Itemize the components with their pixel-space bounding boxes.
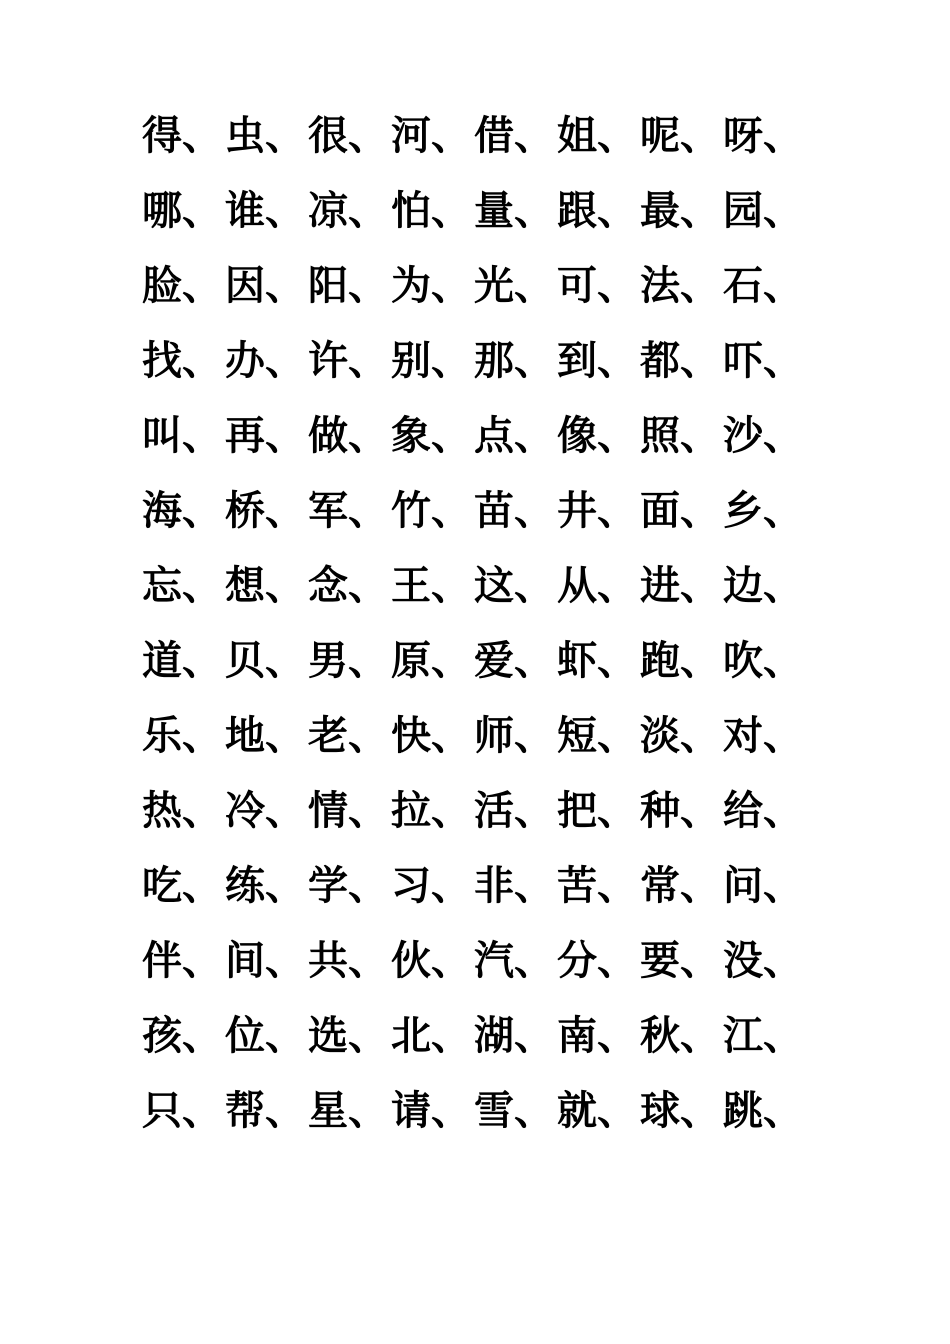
character: 虫、 [225, 112, 305, 159]
character: 给、 [723, 787, 803, 834]
character-row [142, 173, 842, 248]
character: 许、 [308, 337, 388, 384]
character: 跳、 [723, 1087, 803, 1134]
character: 孩、 [142, 1012, 222, 1059]
character: 练、 [225, 862, 305, 909]
character: 伙、 [391, 937, 471, 984]
character: 找、 [142, 337, 222, 384]
character: 分、 [557, 937, 637, 984]
character: 姐、 [557, 112, 637, 159]
character: 湖、 [474, 1012, 554, 1059]
character: 办、 [225, 337, 305, 384]
character: 贝、 [225, 637, 305, 684]
character: 借、 [474, 112, 554, 159]
character-row [142, 998, 842, 1073]
character: 为、 [391, 262, 471, 309]
character: 选、 [308, 1012, 388, 1059]
character: 量、 [474, 187, 554, 234]
character: 江、 [723, 1012, 803, 1059]
character: 光、 [474, 262, 554, 309]
character: 跟、 [557, 187, 637, 234]
character: 从、 [557, 562, 637, 609]
character-row [142, 323, 842, 398]
character: 星、 [308, 1087, 388, 1134]
character: 象、 [391, 412, 471, 459]
character-row [142, 698, 842, 773]
character: 对、 [723, 712, 803, 759]
character: 念、 [308, 562, 388, 609]
character: 常、 [640, 862, 720, 909]
character: 园、 [723, 187, 803, 234]
character: 情、 [308, 787, 388, 834]
character: 地、 [225, 712, 305, 759]
character: 吹、 [723, 637, 803, 684]
character: 种、 [640, 787, 720, 834]
character: 得、 [142, 112, 222, 159]
character: 帮、 [225, 1087, 305, 1134]
character: 那、 [474, 337, 554, 384]
character: 吓、 [723, 337, 803, 384]
character: 老、 [308, 712, 388, 759]
character: 最、 [640, 187, 720, 234]
character: 没、 [723, 937, 803, 984]
character: 照、 [640, 412, 720, 459]
character: 叫、 [142, 412, 222, 459]
character-row [142, 923, 842, 998]
character: 竹、 [391, 487, 471, 534]
character-row [142, 848, 842, 923]
character: 像、 [557, 412, 637, 459]
character: 沙、 [723, 412, 803, 459]
character: 南、 [557, 1012, 637, 1059]
character: 快、 [391, 712, 471, 759]
character: 吃、 [142, 862, 222, 909]
character: 位、 [225, 1012, 305, 1059]
character: 乡、 [723, 487, 803, 534]
character-row [142, 398, 842, 473]
character: 怕、 [391, 187, 471, 234]
character: 谁、 [225, 187, 305, 234]
character: 石、 [723, 262, 803, 309]
character: 桥、 [225, 487, 305, 534]
character: 苦、 [557, 862, 637, 909]
character: 再、 [225, 412, 305, 459]
character: 原、 [391, 637, 471, 684]
character: 都、 [640, 337, 720, 384]
character: 脸、 [142, 262, 222, 309]
character: 问、 [723, 862, 803, 909]
character: 井、 [557, 487, 637, 534]
character: 就、 [557, 1087, 637, 1134]
character-row [142, 1073, 842, 1148]
character: 共、 [308, 937, 388, 984]
character: 呢、 [640, 112, 720, 159]
character: 海、 [142, 487, 222, 534]
character: 请、 [391, 1087, 471, 1134]
character: 男、 [308, 637, 388, 684]
character: 呀、 [723, 112, 803, 159]
character: 活、 [474, 787, 554, 834]
character: 进、 [640, 562, 720, 609]
character: 球、 [640, 1087, 720, 1134]
character: 间、 [225, 937, 305, 984]
character: 只、 [142, 1087, 222, 1134]
character: 北、 [391, 1012, 471, 1059]
character: 非、 [474, 862, 554, 909]
character: 很、 [308, 112, 388, 159]
character-row [142, 473, 842, 548]
character: 别、 [391, 337, 471, 384]
character: 习、 [391, 862, 471, 909]
character: 汽、 [474, 937, 554, 984]
character: 乐、 [142, 712, 222, 759]
character: 淡、 [640, 712, 720, 759]
character: 这、 [474, 562, 554, 609]
character: 爱、 [474, 637, 554, 684]
character: 短、 [557, 712, 637, 759]
character: 阳、 [308, 262, 388, 309]
character: 军、 [308, 487, 388, 534]
character: 法、 [640, 262, 720, 309]
character: 雪、 [474, 1087, 554, 1134]
character: 跑、 [640, 637, 720, 684]
character: 做、 [308, 412, 388, 459]
character: 道、 [142, 637, 222, 684]
character-row [142, 98, 842, 173]
character: 因、 [225, 262, 305, 309]
character: 哪、 [142, 187, 222, 234]
character: 冷、 [225, 787, 305, 834]
character: 秋、 [640, 1012, 720, 1059]
character: 要、 [640, 937, 720, 984]
character: 忘、 [142, 562, 222, 609]
character-sheet [142, 98, 842, 1148]
character-row [142, 773, 842, 848]
character: 拉、 [391, 787, 471, 834]
character: 凉、 [308, 187, 388, 234]
character: 点、 [474, 412, 554, 459]
character: 王、 [391, 562, 471, 609]
character: 师、 [474, 712, 554, 759]
character: 想、 [225, 562, 305, 609]
character: 河、 [391, 112, 471, 159]
character: 苗、 [474, 487, 554, 534]
character-row [142, 248, 842, 323]
character-row [142, 623, 842, 698]
character: 学、 [308, 862, 388, 909]
character: 把、 [557, 787, 637, 834]
character: 虾、 [557, 637, 637, 684]
character: 热、 [142, 787, 222, 834]
character: 可、 [557, 262, 637, 309]
character: 边、 [723, 562, 803, 609]
character: 面、 [640, 487, 720, 534]
character: 到、 [557, 337, 637, 384]
character-row [142, 548, 842, 623]
character: 伴、 [142, 937, 222, 984]
